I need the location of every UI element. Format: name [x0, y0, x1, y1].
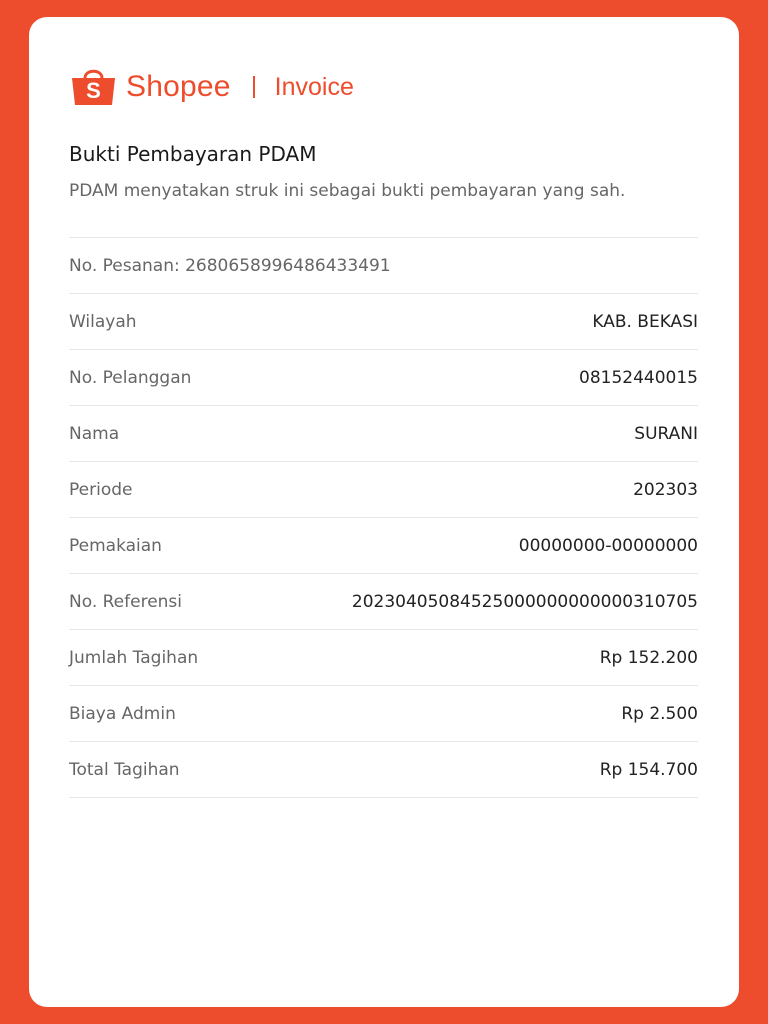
order-number-row [69, 237, 698, 293]
detail-label: No. Pelanggan [69, 367, 192, 388]
receipt-details [69, 237, 698, 798]
detail-value: KAB. BEKASI [592, 311, 698, 332]
detail-value: 08152440015 [579, 367, 698, 388]
detail-label: Pemakaian [69, 535, 162, 556]
detail-label: No. Referensi [69, 591, 183, 612]
shopee-bag-logo-icon [69, 67, 118, 107]
detail-label: Jumlah Tagihan [69, 647, 199, 668]
detail-row-jumlah-tagihan [69, 629, 698, 685]
detail-row-periode [69, 461, 698, 517]
detail-value: Rp 2.500 [621, 703, 698, 724]
detail-value: 00000000-00000000 [518, 535, 698, 556]
detail-label: Periode [69, 479, 133, 500]
receipt-description: PDAM menyatakan struk ini sebagai bukti pembayaran yang sah. [69, 181, 626, 201]
detail-label: Nama [69, 423, 120, 444]
detail-value: Rp 152.200 [599, 647, 698, 668]
detail-row-pemakaian [69, 517, 698, 573]
receipt-title: Bukti Pembayaran PDAM [69, 142, 317, 166]
detail-value: 20230405084525000000000000310705 [351, 591, 698, 612]
detail-row-biaya-admin [69, 685, 698, 741]
detail-row-no-pelanggan [69, 349, 698, 405]
invoice-card [29, 17, 739, 1007]
header-divider [253, 76, 255, 98]
detail-label: Wilayah [69, 311, 137, 332]
document-type: Invoice [274, 72, 354, 101]
detail-value: 202303 [633, 479, 698, 500]
order-number-label: No. Pesanan: [69, 255, 180, 276]
detail-row-nama [69, 405, 698, 461]
detail-label: Total Tagihan [69, 759, 180, 780]
logo-letter: S [86, 78, 101, 103]
detail-label: Biaya Admin [69, 703, 176, 724]
detail-value: Rp 154.700 [599, 759, 698, 780]
brand-name: Shopee [126, 70, 231, 103]
detail-value: SURANI [634, 423, 698, 444]
invoice-header [69, 67, 354, 107]
detail-row-total-tagihan [69, 741, 698, 798]
order-number-value: 2680658996486433491 [185, 255, 391, 276]
detail-row-wilayah [69, 293, 698, 349]
detail-row-no-referensi [69, 573, 698, 629]
